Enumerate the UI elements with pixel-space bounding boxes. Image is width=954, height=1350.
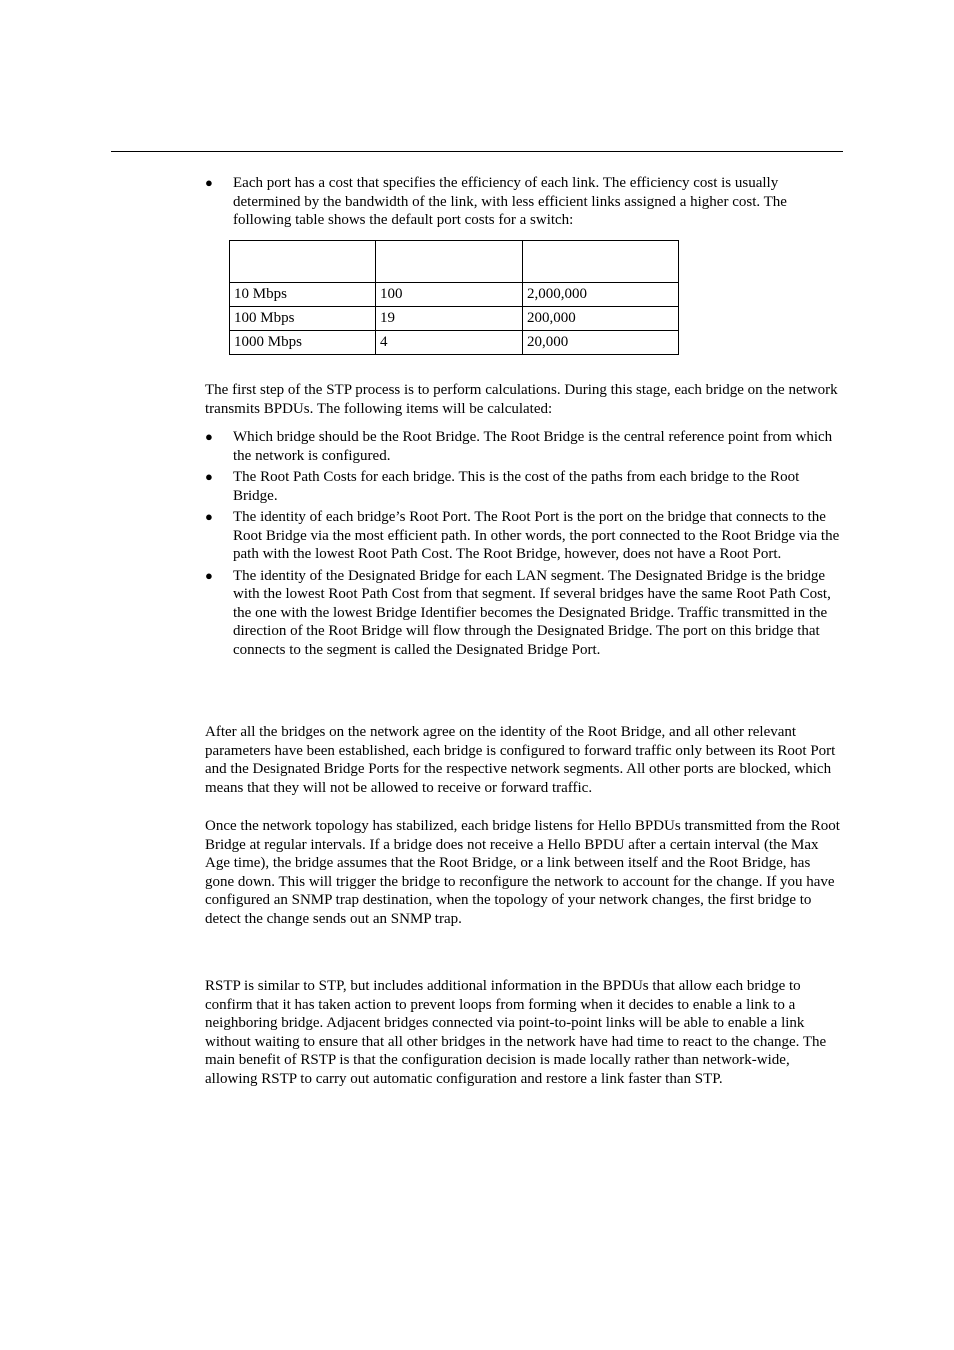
table-row <box>230 307 679 331</box>
table-header-cell <box>230 241 376 283</box>
table-row <box>230 283 679 307</box>
table-cell: 20,000 <box>523 331 679 355</box>
list-item <box>205 468 843 505</box>
table-cell: 19 <box>376 307 523 331</box>
port-cost-table <box>229 240 679 355</box>
bullet-text: Each port has a cost that specifies the efficiency of each link. The efficiency cost is usually determined by the bandwidth of the link, with less efficient links assigned a higher cost. The following table shows the default port costs for a switch: <box>233 175 787 228</box>
header-rule <box>111 151 843 152</box>
bullet-text: The identity of each bridge’s Root Port. The Root Port is the port on the bridge that connects to the Root Bridge via the most efficient path. In other words, the port connected to the Root Bridge via the path with the lowest Root Path Cost. The Root Bridge, however, does not have a Root Port. <box>233 509 840 562</box>
table-row <box>230 331 679 355</box>
table-header-cell <box>523 241 679 283</box>
paragraph-rstp: RSTP is similar to STP, but includes additional information in the BPDUs that allow each bridge to confirm that it has taken action to prevent loops from forming when it decides to enable a link to a neighboring bridge. Adjacent bridges connected via point-to-point links will be able to enable a link without waiting to ensure that all other bridges in the network have had time to react to the change. The main benefit of RSTP is that the configuration decision is made locally rather than network-wide, allowing RSTP to carry out automatic configuration and restore a link faster than STP. <box>205 978 827 1087</box>
bullet-icon: ● <box>205 175 213 190</box>
list-item <box>205 174 843 230</box>
bullet-text: Which bridge should be the Root Bridge. The Root Bridge is the central reference point from which the network is configured. <box>233 429 833 464</box>
table-cell: 1000 Mbps <box>230 331 376 355</box>
bullet-icon: ● <box>205 429 213 444</box>
calc-bullet-list <box>205 428 843 662</box>
table-cell: 4 <box>376 331 523 355</box>
bullet-icon: ● <box>205 567 213 583</box>
table-cell: 100 <box>376 283 523 307</box>
bullet-icon: ● <box>205 469 213 484</box>
bullet-icon: ● <box>205 509 213 524</box>
table-cell: 2,000,000 <box>523 283 679 307</box>
intro-bullet-list <box>205 174 843 233</box>
table-cell: 200,000 <box>523 307 679 331</box>
table-header-row <box>230 241 679 283</box>
table-cell: 100 Mbps <box>230 307 376 331</box>
paragraph-forwarding: After all the bridges on the network agree on the identity of the Root Bridge, and all other relevant parameters have been established, each bridge is configured to forward traffic only between its Root Port and the Designated Bridge Ports for the respective network segments. All other ports are blocked, which means that they will not be allowed to receive or forward traffic. <box>205 724 836 796</box>
list-item <box>205 428 843 465</box>
table-header-cell <box>376 241 523 283</box>
table-cell: 10 Mbps <box>230 283 376 307</box>
list-item <box>205 567 843 660</box>
paragraph-calculations: The first step of the STP process is to perform calculations. During this stage, each bridge on the network transmits BPDUs. The following items will be calculated: <box>205 382 838 417</box>
bullet-text: The identity of the Designated Bridge for each LAN segment. The Designated Bridge is the bridge with the lowest Root Path Cost from that segment. If several bridges have the same Root Path Cost, the one with the lowest Bridge Identifier becomes the Designated Bridge. Traffic transmitted in the direction of the Root Bridge will flow through the Designated Bridge. The port on this bridge that connects to the segment is called the Designated Bridge Port. <box>233 567 831 658</box>
bullet-text: The Root Path Costs for each bridge. This is the cost of the paths from each bridge to the Root Bridge. <box>233 469 800 504</box>
paragraph-hello-bpdu: Once the network topology has stabilized, each bridge listens for Hello BPDUs transmitted from the Root Bridge at regular intervals. If a bridge does not receive a Hello BPDU after a certain interval (the Max Age time), the bridge assumes that the Root Bridge, or a link between itself and the Root Bridge, has gone down. This will trigger the bridge to reconfigure the network to account for the change. If you have configured an SNMP trap destination, when the topology of your network changes, the first bridge to detect the change sends out an SNMP trap. <box>205 818 840 927</box>
list-item <box>205 508 843 564</box>
